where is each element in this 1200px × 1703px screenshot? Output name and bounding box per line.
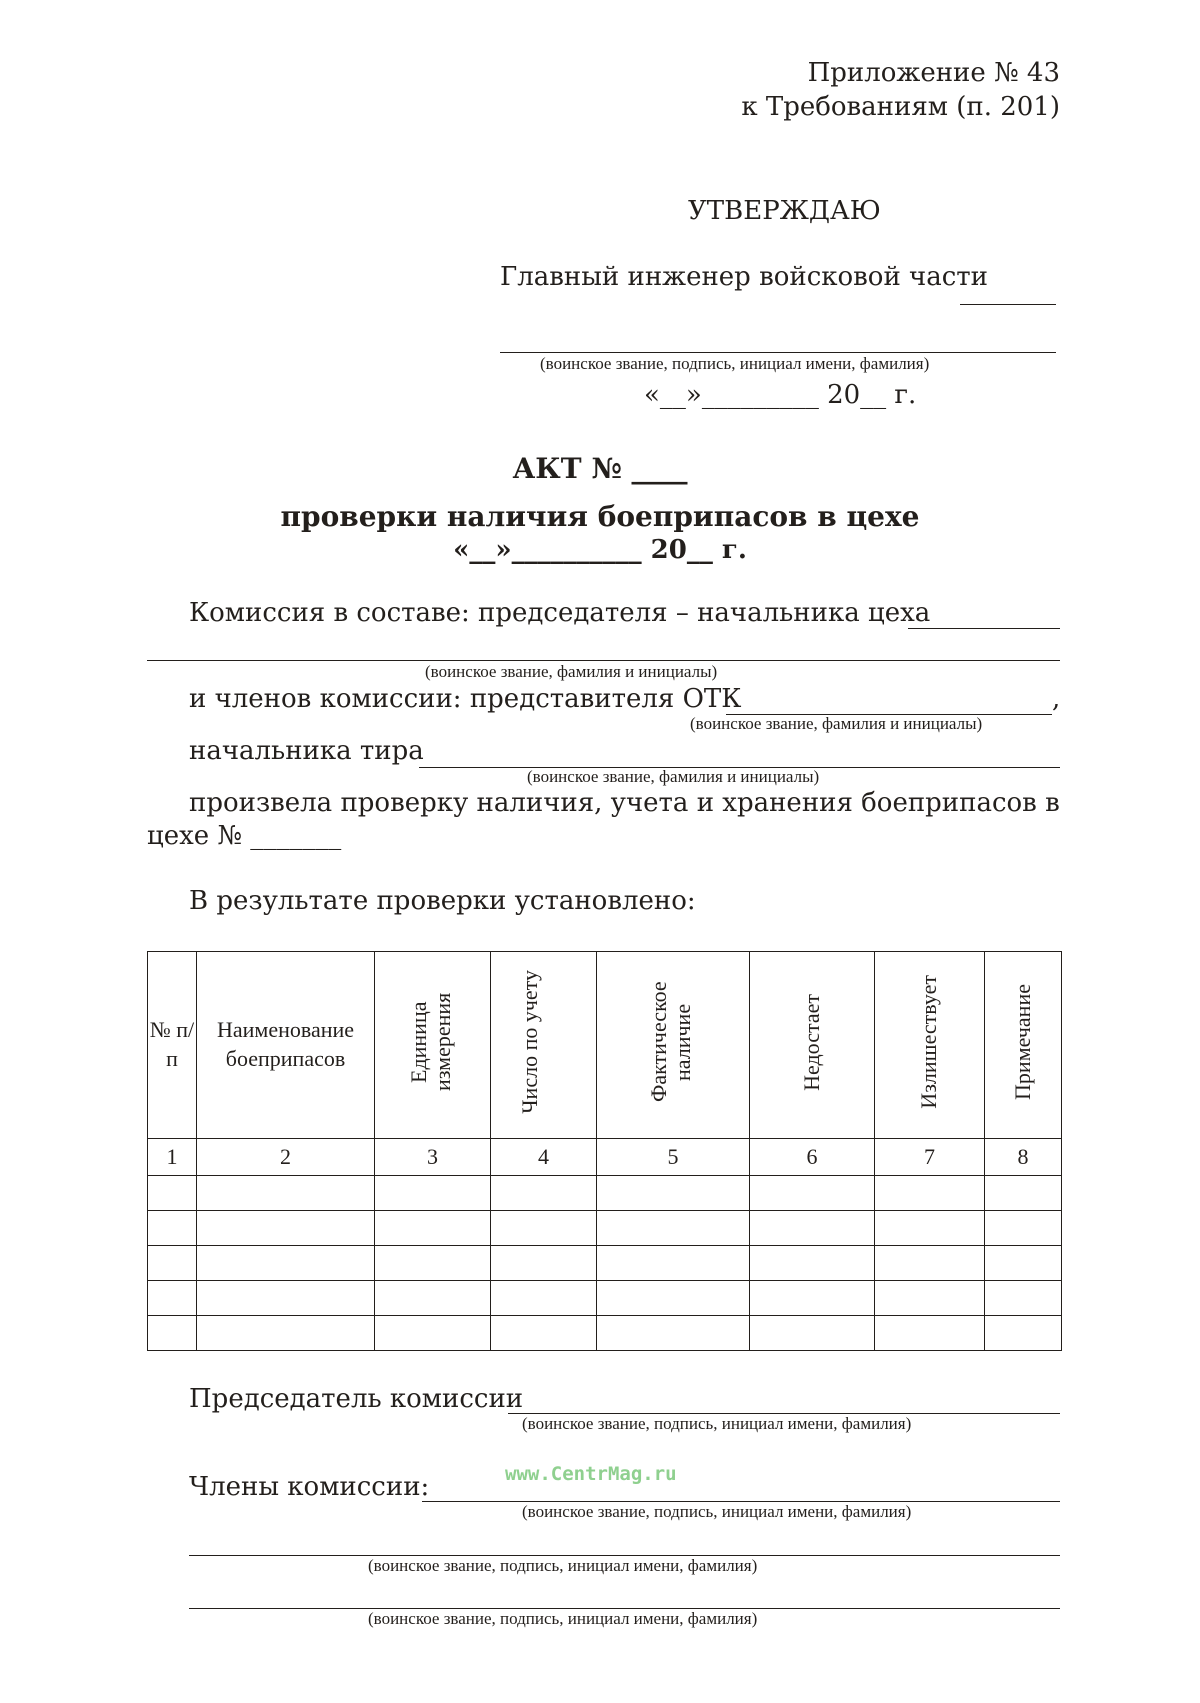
header-surplus (875, 952, 985, 1139)
unit-number-line (960, 304, 1056, 305)
chairman-name-line (908, 628, 1060, 629)
table-row (148, 1316, 1062, 1351)
header-actual-qty (597, 952, 750, 1139)
watermark: www.CentrMag.ru (505, 1463, 677, 1485)
table-row (148, 1281, 1062, 1316)
table-row (148, 1246, 1062, 1281)
members-intro: и членов комиссии: представителя ОТК (189, 684, 742, 714)
act-title-date: «__»__________ 20__ г. (453, 535, 747, 565)
otk-comma: , (1052, 684, 1061, 714)
header-note (985, 952, 1062, 1139)
member-3-caption: (воинское звание, подпись, инициал имени, фамилия) (368, 1609, 758, 1628)
header-booked-qty-text: Число по учету (516, 970, 542, 1114)
result-intro: В результате проверки установлено: (189, 886, 696, 916)
range-chief-label: начальника тира (189, 736, 424, 766)
header-unit (375, 952, 491, 1139)
annex-line-2: к Требованиям (п. 201) (741, 92, 1060, 122)
table-row (148, 1211, 1062, 1246)
table-row (148, 1176, 1062, 1211)
header-shortage (750, 952, 875, 1139)
col-number-8: 8 (985, 1139, 1062, 1176)
table-number-row (148, 1139, 1062, 1176)
col-number-3: 3 (375, 1139, 491, 1176)
col-number-4: 4 (491, 1139, 597, 1176)
commission-intro: Комиссия в составе: председателя – начальника цеха (189, 598, 931, 628)
approver-signature-line (500, 352, 1056, 353)
annex-line-1: Приложение № 43 (807, 58, 1060, 88)
header-surplus-text: Излишествует (916, 975, 942, 1109)
approval-date: «__»_________ 20__ г. (644, 380, 917, 410)
col-number-2: 2 (197, 1139, 375, 1176)
chairman-name-line-2 (147, 660, 1060, 661)
chairman-label: Председатель комиссии (189, 1384, 524, 1414)
col-number-6: 6 (750, 1139, 875, 1176)
act-title-number: АКТ № ____ (512, 452, 688, 485)
otk-caption: (воинское звание, фамилия и инициалы) (690, 714, 983, 733)
ammunition-table (147, 951, 1062, 1351)
header-shortage-text: Недостает (798, 993, 824, 1091)
header-name: Наименование боеприпасов (197, 952, 375, 1139)
member-1-caption: (воинское звание, подпись, инициал имени, фамилия) (522, 1502, 912, 1521)
header-number: № п/п (148, 952, 197, 1139)
chairman-signature-caption: (воинское звание, подпись, инициал имени, фамилия) (522, 1414, 912, 1433)
chairman-caption: (воинское звание, фамилия и инициалы) (425, 662, 718, 681)
approval-position: Главный инженер войсковой части (500, 262, 989, 292)
col-number-7: 7 (875, 1139, 985, 1176)
col-number-5: 5 (597, 1139, 750, 1176)
header-note-text: Примечание (1009, 984, 1035, 1100)
act-title-subject: проверки наличия боеприпасов в цехе (280, 500, 920, 533)
performed-line-2: цехе № _______ (147, 821, 342, 851)
member-2-caption: (воинское звание, подпись, инициал имени, фамилия) (368, 1556, 758, 1575)
header-unit-text: Единица измерения (405, 992, 455, 1092)
range-chief-caption: (воинское звание, фамилия и инициалы) (527, 767, 820, 786)
header-booked-qty (491, 952, 597, 1139)
header-actual-qty-text: Фактическое наличие (646, 981, 696, 1103)
performed-line-1: произвела проверку наличия, учета и хранения боеприпасов в (189, 788, 1060, 818)
col-number-1: 1 (148, 1139, 197, 1176)
approver-caption: (воинское звание, подпись, инициал имени, фамилия) (540, 354, 930, 373)
members-label: Члены комиссии: (189, 1472, 430, 1502)
approval-heading: УТВЕРЖДАЮ (688, 196, 881, 226)
table-header-row (148, 952, 1062, 1139)
